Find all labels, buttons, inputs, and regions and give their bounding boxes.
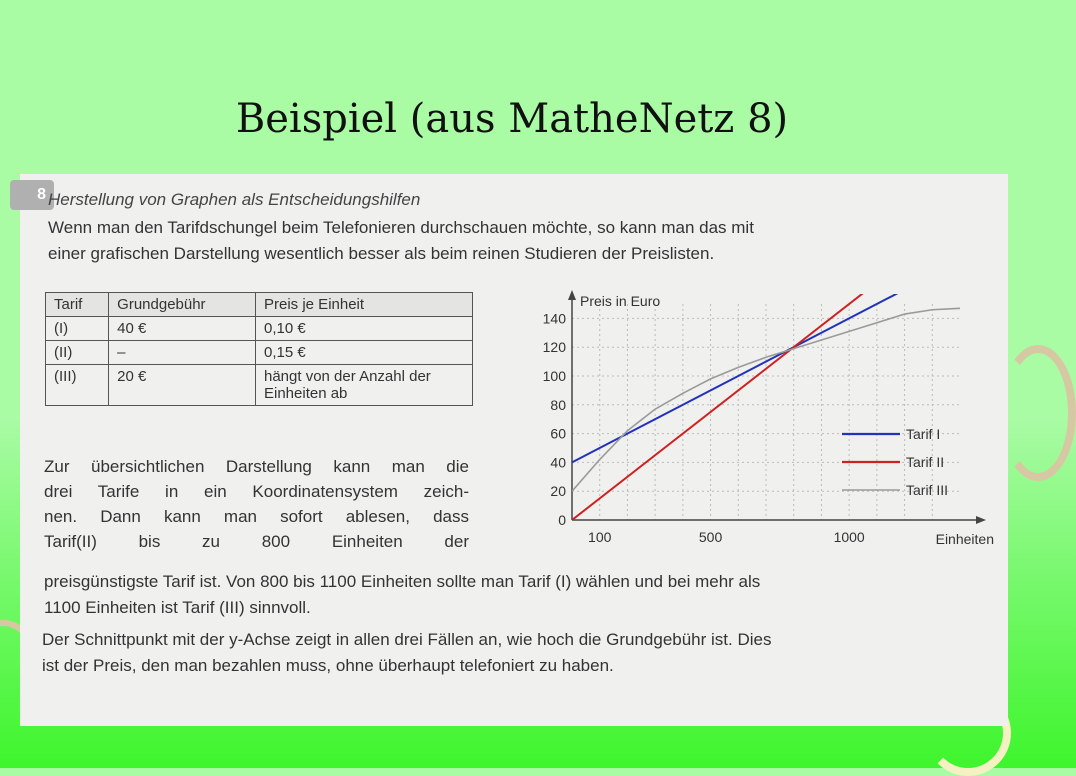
- legend-label: Tarif III: [906, 482, 949, 498]
- table-cell: hängt von der Anzahl der Einheiten ab: [256, 365, 473, 406]
- table-cell: (III): [46, 365, 109, 406]
- paragraph-line: Der Schnittpunkt mit der y-Achse zeigt in allen drei Fällen an, wie hoch die Grundgebühr ist. Dies: [42, 630, 772, 649]
- y-axis-arrow: [568, 290, 576, 300]
- section-heading: Herstellung von Graphen als Entscheidungshilfen: [48, 190, 421, 209]
- paragraph-line: drei Tarife in ein Koordinatensystem zeich-: [44, 482, 469, 501]
- explanation-paragraph: [44, 454, 469, 554]
- y-tick-label: 120: [542, 339, 566, 356]
- y-tick-label: 0: [558, 512, 566, 528]
- paragraph-line: Tarif(II) bis zu 800 Einheiten der: [44, 532, 469, 551]
- y-axis-label: Preis in Euro: [580, 293, 661, 309]
- table-header-row: [46, 293, 473, 317]
- intro-line: Wenn man den Tarifdschungel beim Telefonieren durchschauen möchte, so kann man das mit: [48, 218, 754, 237]
- table-cell: 0,15 €: [256, 341, 473, 365]
- slide-title: Beispiel (aus MatheNetz 8): [235, 96, 789, 142]
- tariff-chart: [530, 284, 994, 554]
- y-tick-label: 140: [542, 310, 566, 327]
- y-tick-label: 100: [542, 368, 566, 384]
- paragraph-line: 1100 Einheiten ist Tarif (III) sinnvoll.: [44, 598, 311, 617]
- table-header: Tarif: [46, 293, 109, 317]
- textbook-scan-image: [20, 174, 1008, 726]
- table-cell: –: [109, 341, 256, 365]
- decorative-swirl: [1000, 345, 1076, 481]
- intro-line: einer grafischen Darstellung wesentlich besser als beim reinen Studieren der Preislisten.: [48, 244, 715, 263]
- table-row: [46, 317, 473, 341]
- table-cell: (I): [46, 317, 109, 341]
- table-cell: 0,10 €: [256, 317, 473, 341]
- y-tick-label: 20: [550, 483, 566, 500]
- x-axis-arrow: [976, 516, 986, 524]
- table-cell: (II): [46, 341, 109, 365]
- x-tick-label: 500: [698, 529, 723, 545]
- table-header: Grundgebühr: [109, 293, 256, 317]
- table-row: [46, 341, 473, 365]
- tariff-table: [45, 292, 473, 406]
- paragraph-line: ist der Preis, den man bezahlen muss, ohne überhaupt telefoniert zu haben.: [42, 656, 614, 675]
- y-tick-label: 40: [550, 454, 566, 471]
- table-row: [46, 365, 473, 406]
- table-cell: 20 €: [109, 365, 256, 406]
- y-tick-label: 60: [550, 425, 566, 442]
- section-number: 8: [10, 180, 54, 210]
- legend-label: Tarif II: [906, 454, 945, 470]
- legend-label: Tarif I: [906, 426, 941, 442]
- paragraph-line: preisgünstigste Tarif ist. Von 800 bis 1100 Einheiten sollte man Tarif (I) wählen und bei mehr als: [44, 572, 761, 591]
- paragraph-line: nen. Dann kann man sofort ablesen, dass: [44, 507, 469, 526]
- x-axis-label: Einheiten: [935, 531, 994, 547]
- x-tick-label: 100: [588, 529, 612, 545]
- x-tick-label: 1000: [833, 529, 865, 545]
- y-tick-label: 80: [550, 396, 566, 413]
- paragraph-line: Zur übersichtlichen Darstellung kann man die: [44, 457, 469, 476]
- table-cell: 40 €: [109, 317, 256, 341]
- table-header: Preis je Einheit: [256, 293, 473, 317]
